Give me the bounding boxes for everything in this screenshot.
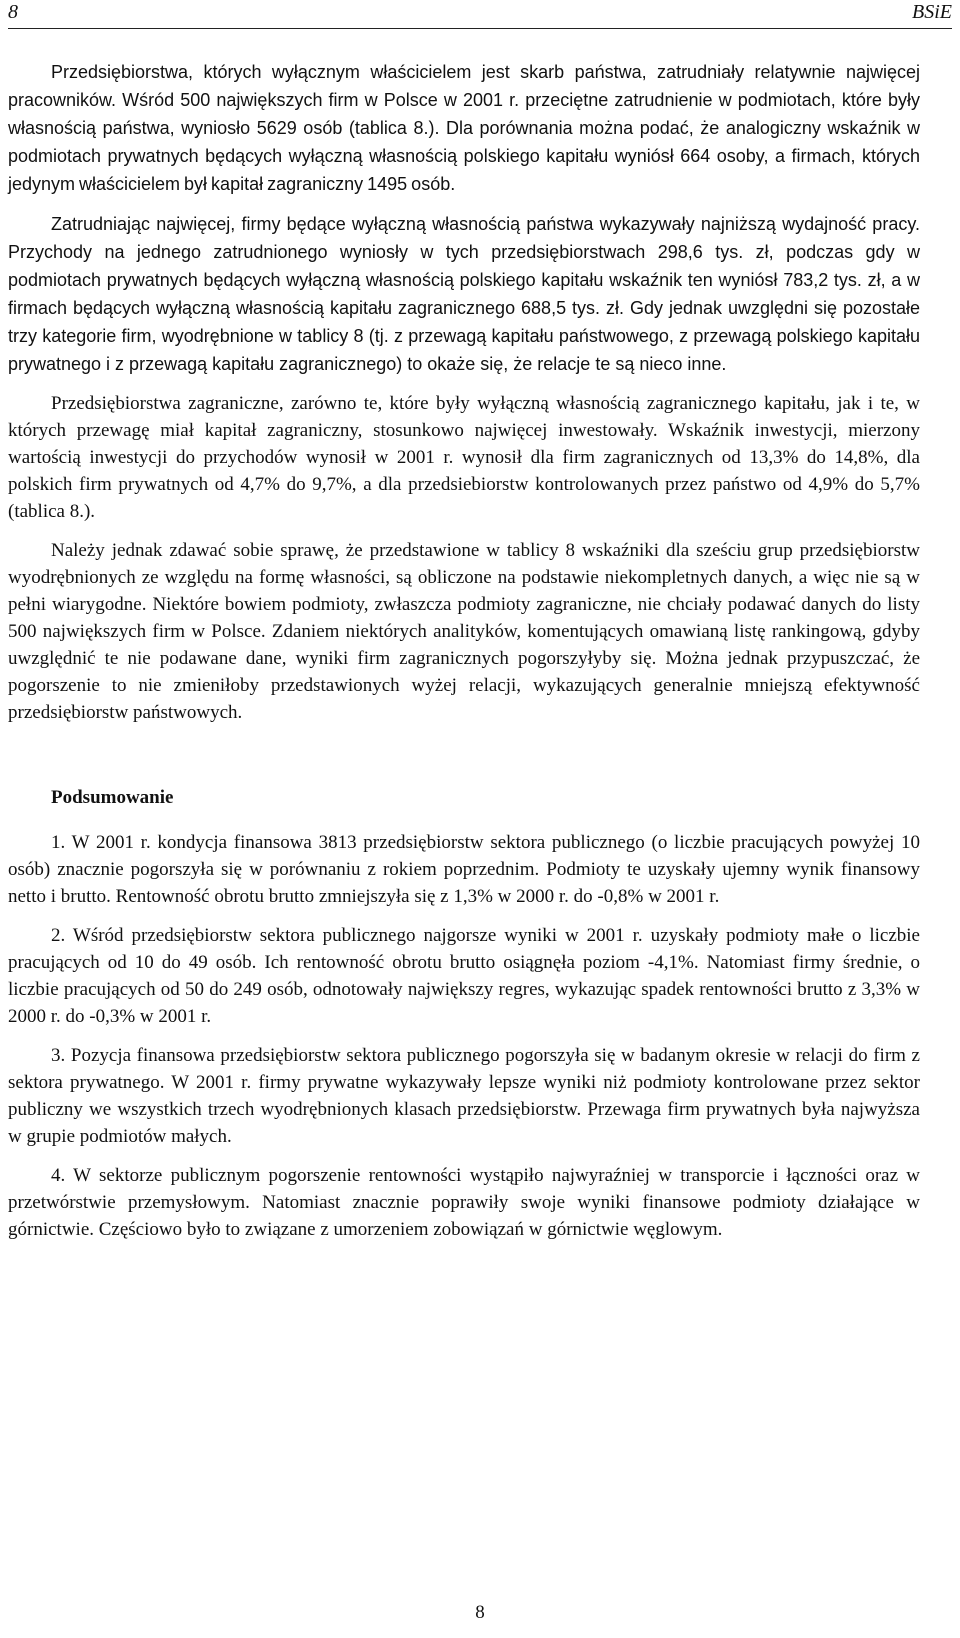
header-journal-name: BSiE bbox=[912, 1, 952, 23]
summary-heading: Podsumowanie bbox=[51, 787, 174, 808]
summary-item-3: 3. Pozycja finansowa przedsiębiorstw sektora publicznego pogorszyła się w badanym okresie w relacji do firm z sektora prywatnego. W 2001 r. firmy prywatne wykazywały lepsze wyniki niż podmioty kontrolowane przez sektor publiczny we wszystkich trzech wyodrębnionych klasach przedsiębiorstw. Przewaga firm prywatnych była najwyższa w grupie podmiotów małych. bbox=[8, 1045, 920, 1147]
summary-item-4: 4. W sektorze publicznym pogorszenie rentowności wystąpiło najwyraźniej w transporcie i łączności oraz w przetwórstwie przemysłowym. Natomiast znacznie poprawiły swoje wyniki finansowe podmioty działające w górnictwie. Częściowo było to związane z umorzeniem zobowiązań w górnictwie węglowym. bbox=[8, 1165, 920, 1240]
paragraph-investment: Przedsiębiorstwa zagraniczne, zarówno te, które były wyłączną własnością zagranicznego kapitału, jak i te, w których przewagę miał kapitał zagraniczny, stosunkowo najwięcej inwestowały. Wskaźnik inwestycji, mierzony wartością inwestycji do przychodów wynosił w 2001 r. wynosił dla firm zagranicznych od 13,3% do 14,8%, dla polskich firm prywatnych od 4,7% do 9,7%, a dla przedsiebiorstw kontrolowanych przez państwo od 4,9% do 5,7% (tablica 8.). bbox=[8, 393, 920, 522]
summary-list bbox=[8, 829, 920, 1243]
paragraph-data-caveat: Należy jednak zdawać sobie sprawę, że przedstawione w tablicy 8 wskaźniki dla sześciu grup przedsiębiorstw wyodrębnionych ze względu na formę własności, są obliczone na podstawie niekompletnych danych, a więc nie są w pełni wiarygodne. Niektóre bowiem podmioty, zwłaszcza podmioty zagraniczne, nie chciały podawać danych do listy 500 największych firm w Polsce. Zdaniem niektórych analityków, komentujących omawianą listę rankingową, gdyby uwzględnić te nie podawane dane, wyniki firm zagranicznych pogorszyłyby się. Można jednak przypuszczać, że pogorszenie to nie zmieniłoby przedstawionych wyżej relacji, wykazujących generalnie mniejszą efektywność przedsiębiorstw państwowych. bbox=[8, 540, 920, 723]
summary-item-2: 2. Wśród przedsiębiorstw sektora publicznego najgorsze wyniki w 2001 r. uzyskały podmioty małe o liczbie pracujących od 10 do 49 osób. Ich rentowność obrotu brutto osiągnęła poziom -4,1%. Natomiast firmy średnie, o liczbie pracujących od 50 do 249 osób, odnotowały największy regres, wykazując spadek rentowności brutto z 3,3% w 2000 r. do -0,3% w 2001 r. bbox=[8, 925, 920, 1027]
header-page-number: 8 bbox=[8, 1, 18, 23]
paragraph-labour-productivity: Zatrudniając najwięcej, firmy będące wyłączną własnością państwa wykazywały najniższą wydajność pracy. Przychody na jednego zatrudnionego wyniosły w tych przedsiębiorstwach 298,6 tys. zł, podczas gdy w podmiotach prywatnych będących wyłączną własnością polskiego kapitału wskaźnik ten wyniósł 783,2 tys. zł, a w firmach będących wyłączną własnością kapitału zagranicznego 688,5 tys. zł. Gdy jednak uwzględni się pozostałe trzy kategorie firm, wyodrębnione w tablicy 8 (tj. z przewagą kapitału państwowego, z przewagą polskiego kapitału prywatnego i z przewagą kapitału zagranicznego) to okaże się, że relacje te są nieco inne. bbox=[8, 214, 920, 374]
paragraph-ownership-employment: Przedsiębiorstwa, których wyłącznym właścicielem jest skarb państwa, zatrudniały relatywnie najwięcej pracowników. Wśród 500 największych firm w Polsce w 2001 r. przeciętne zatrudnienie w podmiotach, które były własnością państwa, wyniosło 5629 osób (tablica 8.). Dla porównania można podać, że analogiczny wskaźnik w podmiotach prywatnych będących wyłączną własnością polskiego kapitału wyniósł 664 osoby, a firmach, których jedynym właścicielem był kapitał zagraniczny 1495 osób. bbox=[8, 62, 920, 194]
page-body bbox=[8, 52, 920, 1255]
summary-item-1: 1. W 2001 r. kondycja finansowa 3813 przedsiębiorstw sektora publicznego (o liczbie pracujących powyżej 10 osób) znacznie pogorszyła się w porównaniu z rokiem poprzednim. Podmioty te uzyskały ujemny wynik finansowy netto i brutto. Rentowność obrotu brutto zmniejszyła się z 1,3% w 2000 r. do -0,8% w 2001 r. bbox=[8, 832, 920, 907]
running-header bbox=[8, 0, 952, 29]
footer-page-number: 8 bbox=[475, 1602, 485, 1623]
